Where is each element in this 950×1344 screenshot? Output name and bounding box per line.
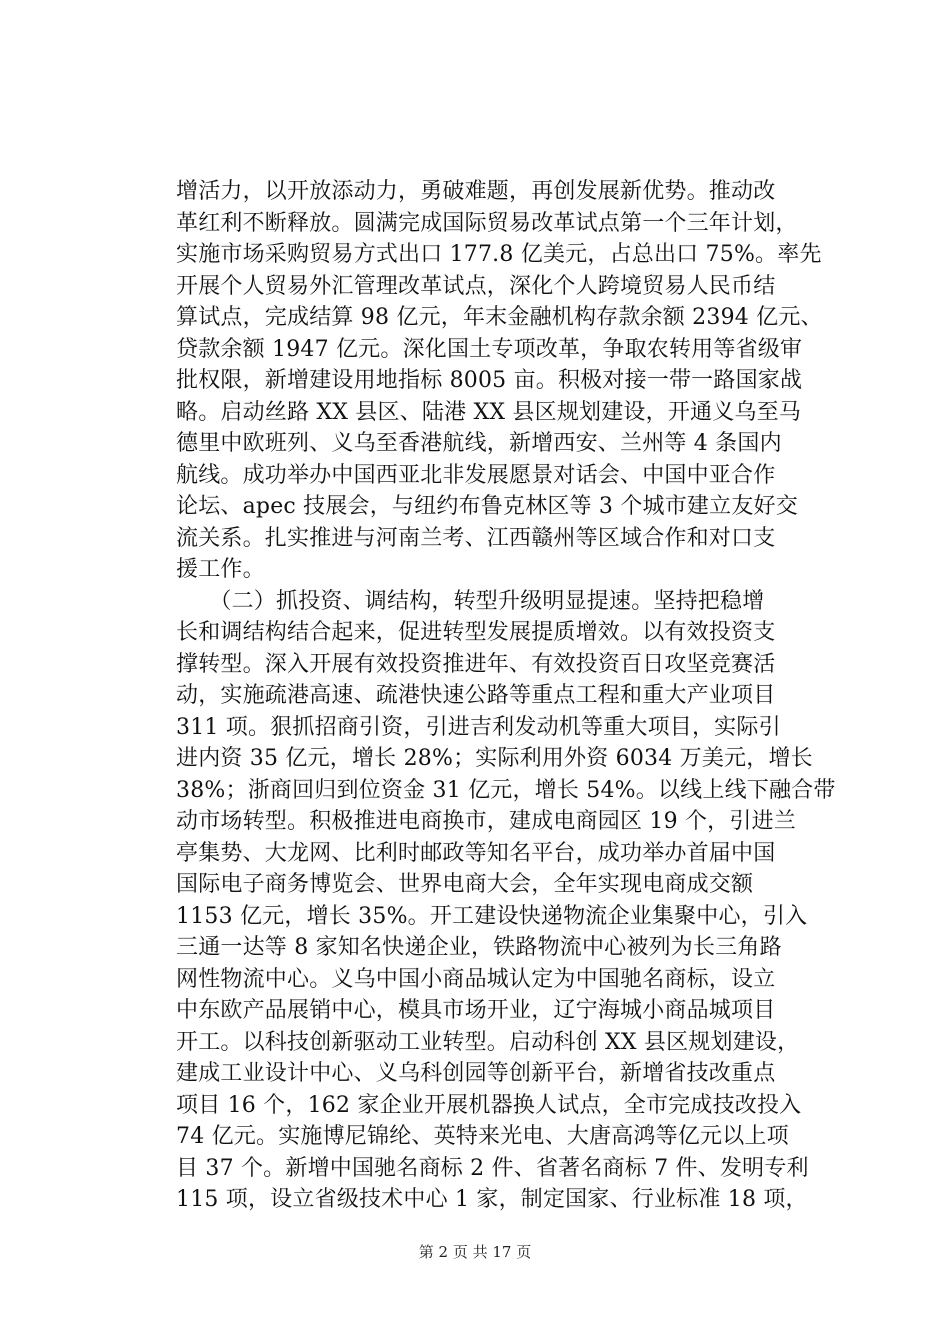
text-line: 中东欧产品展销中心，模具市场开业，辽宁海城小商品城项目 [176, 998, 776, 1023]
text-line: 进内资 35 亿元，增长 28%；实际利用外资 6034 万美元，增长 [176, 746, 813, 771]
text-line: 115 项，设立省级技术中心 1 家，制定国家、行业标准 18 项， [176, 1187, 808, 1212]
text-line: （二）抓投资、调结构，转型升级明显提速。坚持把稳增 [176, 588, 765, 614]
text-line: 贷款余额 1947 亿元。深化国土专项改革，争取农转用等省级审 [176, 336, 803, 362]
text-line: 实施市场采购贸易方式出口 177.8 亿美元，占总出口 75%。率先 [176, 242, 822, 267]
text-line: 增活力，以开放添动力，勇破难题，再创发展新优势。推动改 [176, 179, 776, 204]
text-line: 动市场转型。积极推进电商换市，建成电商园区 19 个，引进兰 [176, 809, 796, 834]
text-line: 建成工业设计中心、义乌科创园等创新平台，新增省技改重点 [176, 1061, 776, 1086]
text-line: 动，实施疏港高速、疏港快速公路等重点工程和重大产业项目 [176, 683, 776, 708]
text-line: 38%；浙商回归到位资金 31 亿元，增长 54%。以线上线下融合带 [176, 777, 836, 803]
page-number-label: 第 2 页 共 17 页 [418, 1243, 532, 1261]
text-line: 1153 亿元，增长 35%。开工建设快递物流企业集聚中心，引入 [176, 903, 808, 929]
text-line: 革红利不断释放。圆满完成国际贸易改革试点第一个三年计划， [176, 210, 798, 236]
text-line: 网性物流中心。义乌中国小商品城认定为中国驰名商标，设立 [176, 966, 776, 992]
page-footer [0, 1242, 950, 1262]
text-line: 国际电子商务博览会、世界电商大会，全年实现电商成交额 [176, 872, 754, 897]
text-line: 三通一达等 8 家知名快递企业，铁路物流中心被列为长三角路 [176, 935, 782, 960]
text-line: 开展个人贸易外汇管理改革试点，深化个人跨境贸易人民币结 [176, 273, 776, 299]
body-text [176, 176, 836, 1216]
text-line: 亭集势、大龙网、比利时邮政等知名平台，成功举办首届中国 [176, 840, 776, 866]
text-line: 略。启动丝路 XX 县区、陆港 XX 县区规划建设，开通义乌至马 [176, 399, 802, 425]
text-line: 援工作。 [176, 557, 265, 582]
text-line: 航线。成功举办中国西亚北非发展愿景对话会、中国中亚合作 [176, 462, 776, 488]
text-line: 开工。以科技创新驱动工业转型。启动科创 XX 县区规划建设， [176, 1029, 800, 1055]
text-line: 撑转型。深入开展有效投资推进年、有效投资百日攻坚竞赛活 [176, 651, 776, 677]
text-line: 算试点，完成结算 98 亿元，年末金融机构存款余额 2394 亿元、 [176, 305, 823, 330]
text-line: 目 37 个。新增中国驰名商标 2 件、省著名商标 7 件、发明专利 [176, 1155, 809, 1181]
text-line: 74 亿元。实施博尼锦纶、英特来光电、大唐高鸿等亿元以上项 [176, 1124, 789, 1149]
text-line: 项目 16 个，162 家企业开展机器换人试点，全市完成技改投入 [176, 1092, 802, 1118]
text-line: 流关系。扎实推进与河南兰考、江西赣州等区域合作和对口支 [176, 525, 776, 551]
text-line: 德里中欧班列、义乌至香港航线，新增西安、兰州等 4 条国内 [176, 431, 782, 456]
text-line: 批权限，新增建设用地指标 8005 亩。积极对接一带一路国家战 [176, 368, 803, 393]
text-line: 311 项。狠抓招商引资，引进吉利发动机等重大项目，实际引 [176, 714, 781, 740]
text-line: 长和调结构结合起来，促进转型发展提质增效。以有效投资支 [176, 620, 776, 645]
text-line: 论坛、apec 技展会，与纽约布鲁克林区等 3 个城市建立友好交 [176, 494, 798, 519]
